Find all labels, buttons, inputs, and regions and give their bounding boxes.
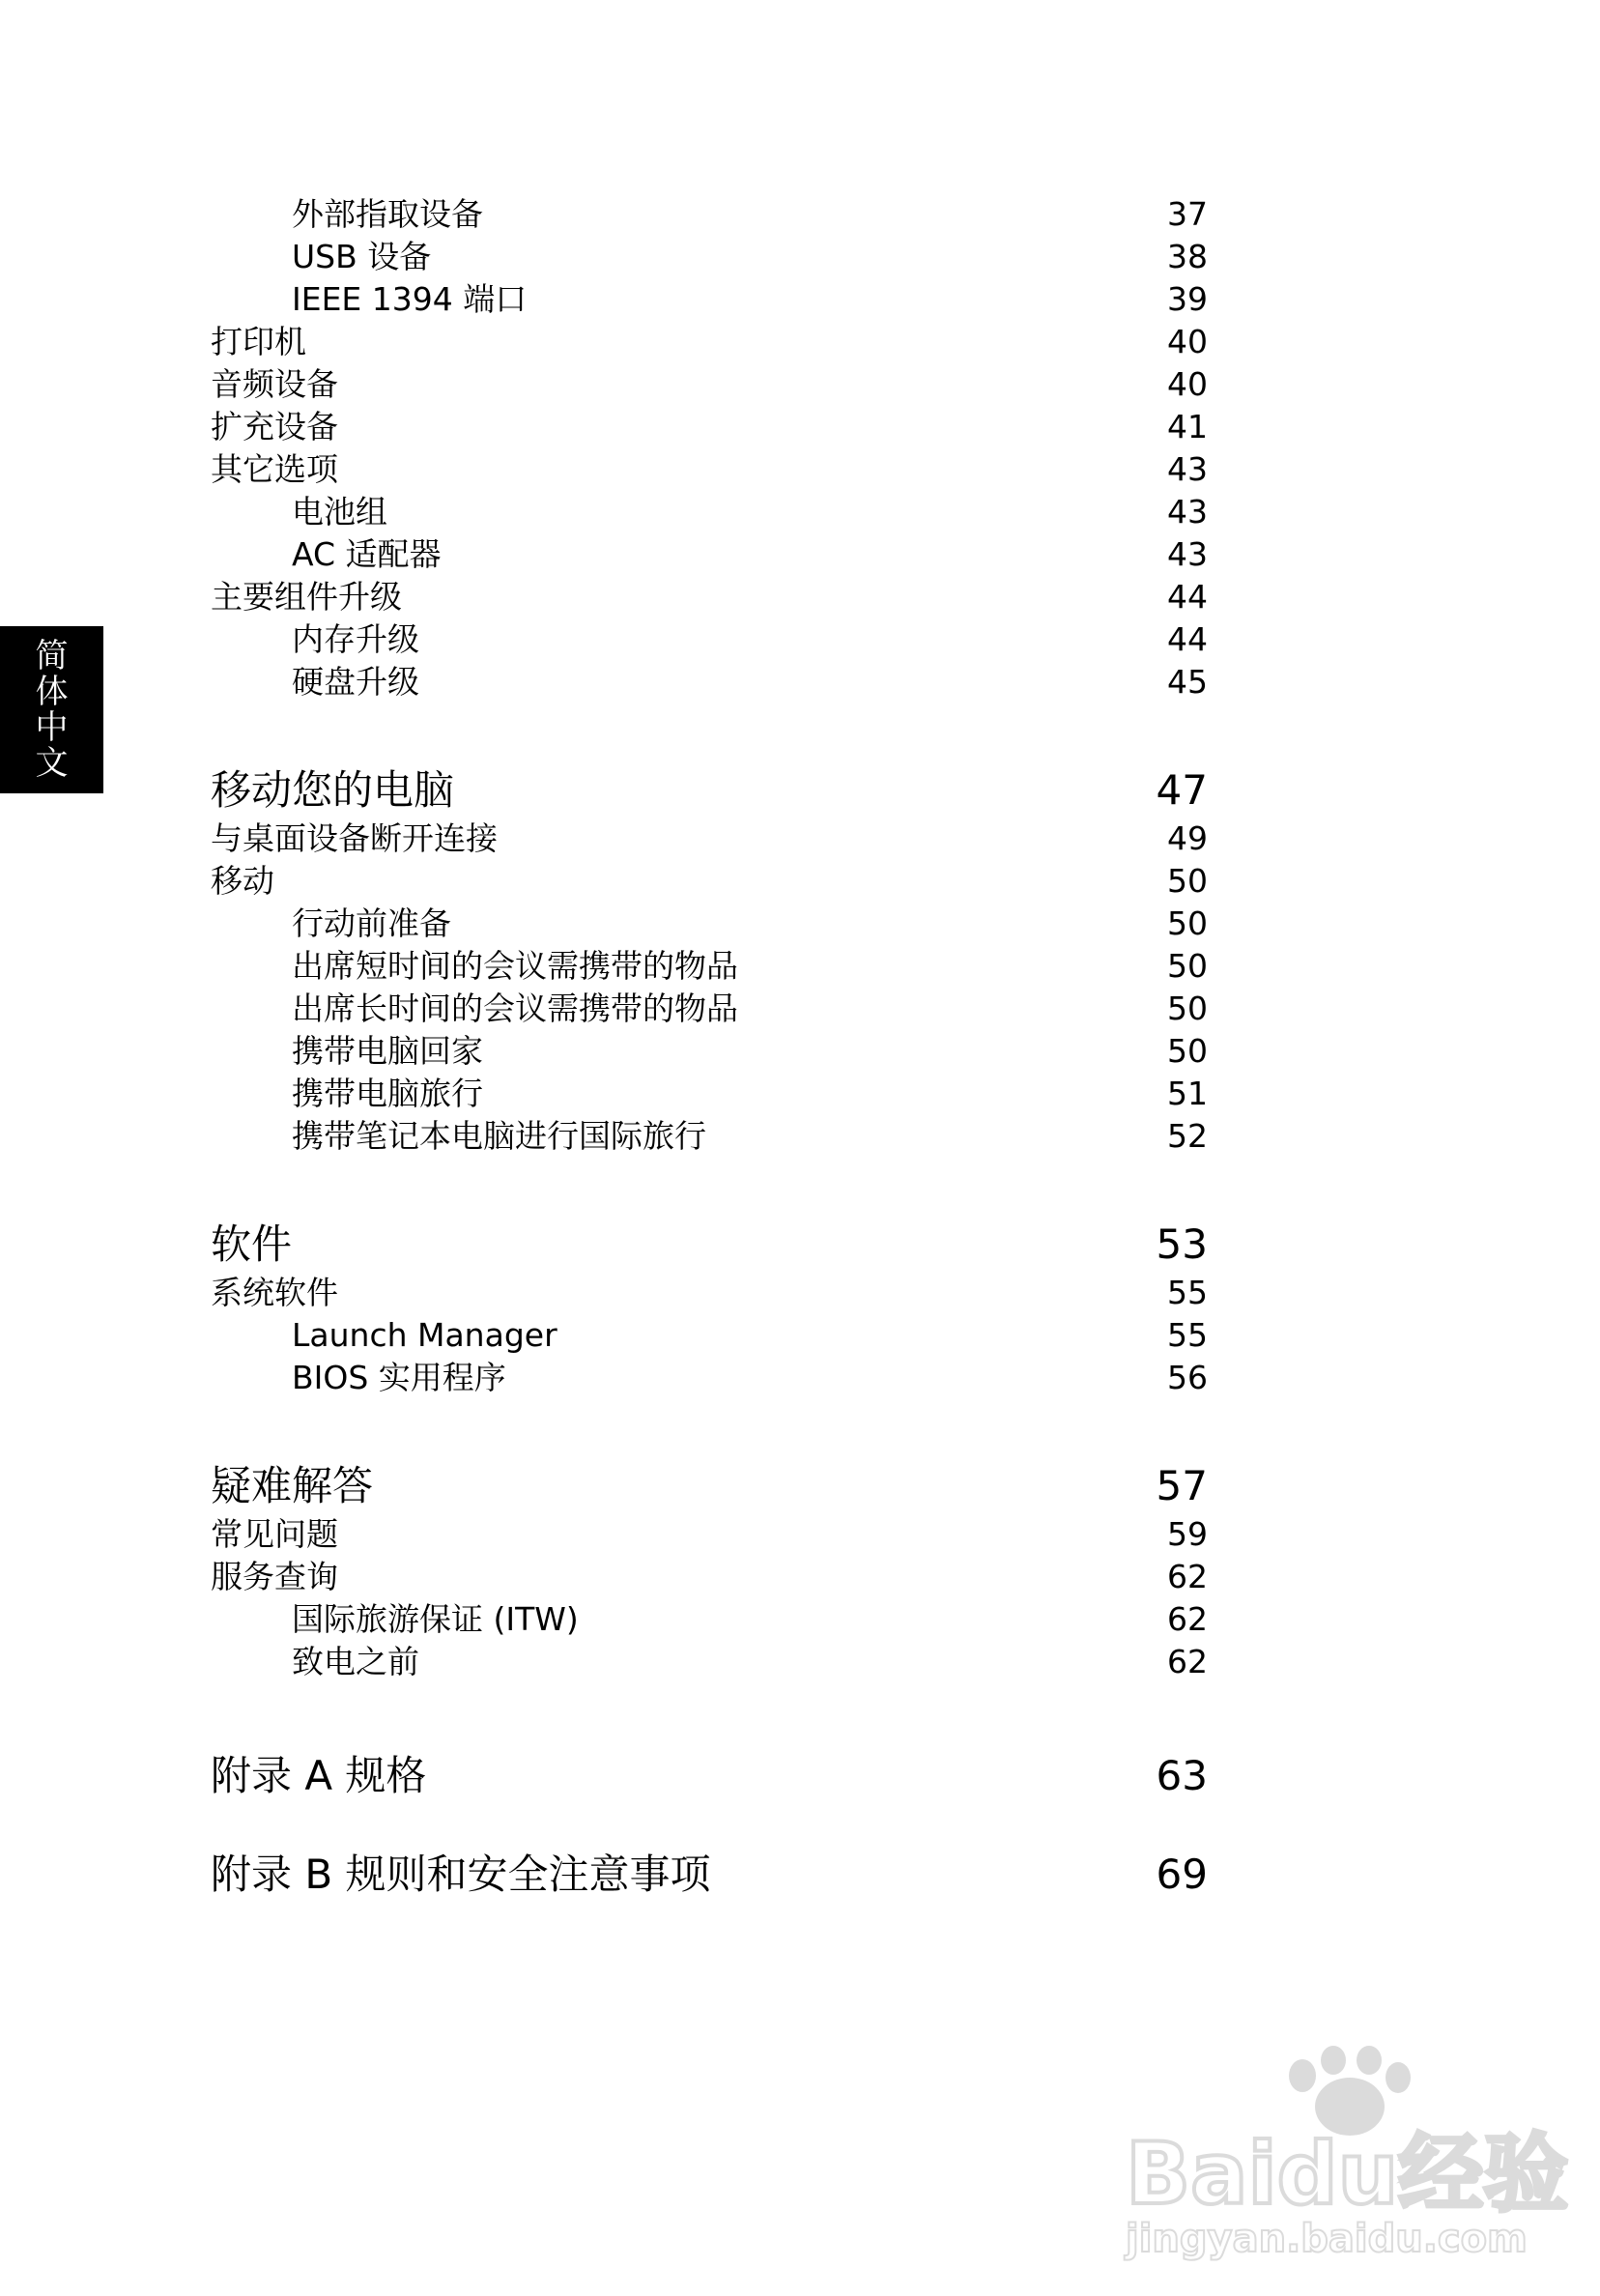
toc-entry-title: 出席长时间的会议需携带的物品 [292,990,738,1027]
toc-group [211,1272,1208,1399]
toc-entry-page: 50 [1167,990,1208,1027]
toc-chapter[interactable] [211,1739,1208,1803]
toc-entry-title: 电池组 [292,493,387,531]
toc-section[interactable] [211,1513,1208,1556]
side-tab-char: 中 [35,707,69,747]
watermark-url-text: jingyan.baidu.com [1126,2217,1528,2261]
toc-chapter-page: 63 [1156,1752,1208,1799]
toc-entry-page: 45 [1167,663,1208,701]
toc-entry-title: 移动 [211,862,274,900]
side-tab-char: 文 [35,743,69,783]
toc-entry-title: 内存升级 [292,620,419,658]
toc-chapter-title: 附录 B 规则和安全注意事项 [211,1851,711,1898]
toc-chapter[interactable] [211,1208,1208,1272]
section-spacer [211,1683,1208,1739]
toc-group [211,193,1208,703]
toc-subsection[interactable] [211,193,1208,236]
toc-entry-page: 50 [1167,904,1208,942]
toc-group [211,1513,1208,1683]
toc-entry-page: 56 [1167,1359,1208,1396]
toc-subsection[interactable] [211,1314,1208,1357]
toc-entry-page: 50 [1167,947,1208,985]
toc-entry-page: 52 [1167,1117,1208,1155]
toc-entry-title: 外部指取设备 [292,195,483,233]
toc-subsection[interactable] [211,278,1208,321]
toc-entry-page: 41 [1167,408,1208,445]
toc-subsection[interactable] [211,1641,1208,1683]
toc-entry-page: 39 [1167,280,1208,318]
toc-entry-page: 43 [1167,493,1208,531]
toc-entry-title: 其它选项 [211,450,338,488]
toc-entry-title: 打印机 [211,323,306,360]
paw-icon [1289,2046,1411,2136]
side-tab-char: 体 [35,672,69,711]
watermark-brand-text: Baidu经验 [1126,2124,1569,2224]
toc-entry-title: USB 设备 [292,238,432,275]
toc-section[interactable] [211,818,1208,860]
toc-entry-page: 50 [1167,862,1208,900]
toc-entry-page: 50 [1167,1032,1208,1070]
toc-entry-title: AC 适配器 [292,535,442,573]
section-spacer [211,1158,1208,1208]
toc-entry-page: 38 [1167,238,1208,275]
section-spacer [211,703,1208,754]
toc-group [211,818,1208,1158]
toc-entry-page: 62 [1167,1558,1208,1595]
toc-subsection[interactable] [211,988,1208,1030]
toc-section[interactable] [211,1272,1208,1314]
toc-section[interactable] [211,576,1208,618]
toc-entry-title: BIOS 实用程序 [292,1359,506,1396]
toc-entry-title: 常见问题 [211,1515,338,1553]
toc-entry-page: 43 [1167,535,1208,573]
toc-subsection[interactable] [211,1030,1208,1073]
toc-entry-title: 携带笔记本电脑进行国际旅行 [292,1117,706,1155]
section-spacer [211,1399,1208,1449]
toc-entry-title: 主要组件升级 [211,578,402,616]
toc-chapter-page: 57 [1156,1462,1208,1509]
table-of-contents [211,193,1208,1902]
toc-subsection[interactable] [211,1357,1208,1399]
toc-entry-title: 音频设备 [211,365,338,403]
toc-chapter-page: 47 [1156,766,1208,814]
toc-subsection[interactable] [211,945,1208,988]
toc-entry-page: 55 [1167,1274,1208,1311]
toc-section[interactable] [211,1556,1208,1598]
toc-entry-page: 44 [1167,620,1208,658]
toc-entry-page: 62 [1167,1643,1208,1680]
toc-entry-page: 40 [1167,365,1208,403]
toc-entry-title: 扩充设备 [211,408,338,445]
toc-chapter-title: 软件 [211,1220,293,1268]
toc-entry-page: 55 [1167,1316,1208,1354]
toc-chapter[interactable] [211,754,1208,818]
toc-entry-title: 系统软件 [211,1274,338,1311]
language-side-tab [0,626,103,793]
toc-entry-title: 硬盘升级 [292,663,419,701]
toc-entry-title: Launch Manager [292,1316,557,1354]
toc-entry-title: 致电之前 [292,1643,419,1680]
toc-chapter-title: 移动您的电脑 [211,766,455,814]
toc-subsection[interactable] [211,661,1208,703]
toc-entry-title: 服务查询 [211,1558,338,1595]
toc-chapter-title: 附录 A 规格 [211,1752,427,1799]
toc-entry-title: 出席短时间的会议需携带的物品 [292,947,738,985]
toc-entry-page: 43 [1167,450,1208,488]
toc-chapter-page: 53 [1156,1220,1208,1268]
toc-entry-page: 51 [1167,1075,1208,1112]
baidu-watermark-logo [1126,2049,1569,2261]
toc-entry-page: 62 [1167,1600,1208,1638]
toc-subsection[interactable] [211,236,1208,278]
toc-section[interactable] [211,363,1208,406]
toc-entry-page: 37 [1167,195,1208,233]
toc-entry-title: IEEE 1394 端口 [292,280,528,318]
toc-chapter-page: 69 [1156,1851,1208,1898]
toc-subsection[interactable] [211,1598,1208,1641]
toc-chapter[interactable] [211,1838,1208,1902]
toc-subsection[interactable] [211,903,1208,945]
toc-entry-page: 44 [1167,578,1208,616]
toc-subsection[interactable] [211,1073,1208,1115]
toc-entry-page: 49 [1167,819,1208,857]
toc-chapter[interactable] [211,1449,1208,1513]
toc-entry-title: 国际旅游保证 (ITW) [292,1600,579,1638]
toc-subsection[interactable] [211,618,1208,661]
toc-section[interactable] [211,406,1208,448]
toc-entry-page: 40 [1167,323,1208,360]
toc-section[interactable] [211,860,1208,903]
toc-entry-title: 携带电脑旅行 [292,1075,483,1112]
section-spacer [211,1803,1208,1838]
toc-subsection[interactable] [211,533,1208,576]
toc-chapter-title: 疑难解答 [211,1462,374,1509]
toc-subsection[interactable] [211,1115,1208,1158]
toc-entry-title: 携带电脑回家 [292,1032,483,1070]
toc-subsection[interactable] [211,491,1208,533]
toc-entry-title: 与桌面设备断开连接 [211,819,498,857]
toc-section[interactable] [211,321,1208,363]
toc-entry-title: 行动前准备 [292,904,451,942]
side-tab-char: 简 [35,636,69,675]
toc-section[interactable] [211,448,1208,491]
toc-entry-page: 59 [1167,1515,1208,1553]
